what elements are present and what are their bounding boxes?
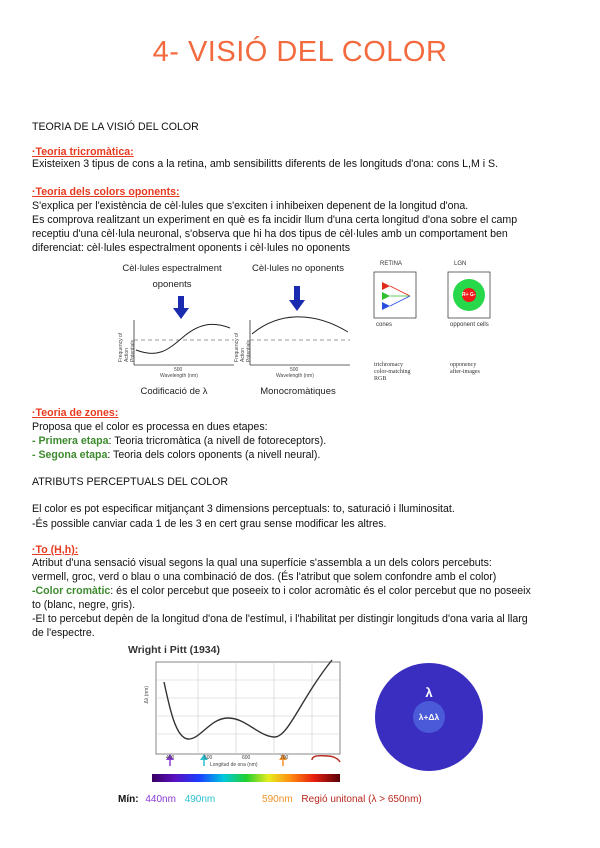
caption-monocromatiques: Monocromàtiques: [260, 386, 336, 397]
label-retina: RETINA: [380, 261, 403, 267]
text-to-4: to (blanc, negre, gris).: [32, 599, 136, 611]
figure-retina-lgn: [370, 258, 494, 388]
brace-unitonal: [312, 756, 340, 762]
axis-y-left: Frequency of Action Potentials: [118, 332, 136, 362]
tick-700: 700: [280, 755, 289, 761]
text-zones-intro: Proposa que el color es processa en dues etapes:: [32, 421, 268, 433]
text-to-2: vermell, groc, verd o blau o una combinació de dos. (És l'atribut que solem confondre amb el color): [32, 571, 497, 583]
text-to-3: -Color cromàtic: és el color percebut que poseeix to i color acromàtic és el color percebut que no poseeix: [32, 585, 531, 597]
caption-opponency: opponency after-images: [450, 362, 480, 375]
graph-opponent: [134, 320, 234, 365]
heading-tricromatica: ·Teoria tricromàtica:: [32, 146, 134, 158]
axis-x-right: Wavelength (nm): [276, 373, 314, 379]
page-title: 4- VISIÓ DEL COLOR: [152, 36, 448, 68]
tick-500: 500: [204, 755, 213, 761]
text-atributs-1: El color es pot especificar mitjançant 3 dimensions perceptuals: to, saturació i lluminositat.: [32, 503, 455, 515]
text-zones-stage2: - Segona etapa: Teoria dels colors oponents (a nivell neural).: [32, 449, 321, 461]
tick-right: 500: [290, 367, 299, 373]
heading-oponents: ·Teoria dels colors oponents:: [32, 186, 180, 198]
arrow-down-icon: [289, 286, 305, 311]
text-to-1: Atribut d'una sensació visual segons la qual una superfície s'assembla a un dels colors percebuts:: [32, 557, 492, 569]
tick-left: 500: [174, 367, 183, 373]
text-zones-stage1: - Primera etapa: Teoria tricromàtica (a nivell de fotoreceptors).: [32, 435, 327, 447]
text-tricromatica: Existeixen 3 tipus de cons a la retina, amb sensibilitts diferents de les longituds d'ona: cons L,M i S.: [32, 158, 499, 170]
text-to-5: -El to percebut depèn de la longitud d'ona de l'estímul, i l'habilitat per distingir longituds d'ona varia al llarg: [32, 613, 528, 625]
label-lambda-delta: λ+Δλ: [418, 712, 440, 722]
text-atributs-2: -És possible canviar cada 1 de les 3 en cert grau sense modificar les altres.: [32, 518, 387, 530]
label-oponents: oponents: [152, 279, 192, 290]
tick-600: 600: [242, 755, 251, 761]
label-no-oponents: Cèl·lules no oponents: [252, 263, 344, 274]
label-lambda: λ: [425, 685, 433, 700]
axis-x-label: Longitud de ona (nm): [210, 762, 258, 768]
heading-to: ·To (H,h):: [32, 544, 79, 556]
axis-y-label: Δλ (nm): [144, 686, 150, 704]
label-cones: cones: [376, 322, 393, 328]
figure-title: Wright i Pitt (1934): [128, 644, 220, 656]
figure-opponent-cells: [112, 258, 356, 400]
text-to-6: de l'espectre.: [32, 627, 95, 639]
text-oponents-2: Es comprova realitzant un experiment en què es fa incidir llum d'una certa longitud d'ona sobre el camp: [32, 214, 518, 226]
figure-wright-pitt: [118, 640, 350, 790]
label-rg-center: R+ G-: [462, 292, 476, 298]
caption-codificacio: Codificació de λ: [140, 386, 208, 397]
caption-trichromacy: trichromacy color-matching RGB: [374, 362, 411, 382]
text-oponents-4: diferenciat: cèl·lules espectralment oponents i cèl·lules no oponents: [32, 242, 350, 254]
label-lgn: LGN: [454, 261, 467, 267]
text-oponents-3: receptiu d'una cèl·lula neuronal, s'observa que hi ha dos tipus de cèl·lules amb un comportament ben: [32, 228, 508, 240]
section-heading-atributs: ATRIBUTS PERCEPTUALS DEL COLOR: [32, 476, 229, 488]
section-heading-vision: TEORIA DE LA VISIÓ DEL COLOR: [32, 121, 199, 133]
label-espectralment: Cèl·lules espectralment: [122, 263, 222, 274]
arrow-down-icon: [173, 296, 189, 319]
text-oponents-1: S'explica per l'existència de cèl·lules que s'exciten i inhibeixen depenent de la longitud d'ona.: [32, 200, 469, 212]
graph-non-opponent: [250, 317, 350, 365]
spectrum-bar: [152, 774, 340, 782]
minima-legend: Mín: 440nm 490nm 590nm Regió unitonal (λ > 650nm): [118, 794, 422, 805]
axis-y-right: Frequency of Action Potentials: [234, 332, 252, 362]
figure-lambda-circle: [374, 662, 484, 772]
tick-400: 400: [166, 755, 175, 761]
axis-x-left: Wavelength (nm): [160, 373, 198, 379]
label-opponent-cells: opponent cells: [450, 322, 489, 328]
heading-zones: ·Teoria de zones:: [32, 407, 119, 419]
